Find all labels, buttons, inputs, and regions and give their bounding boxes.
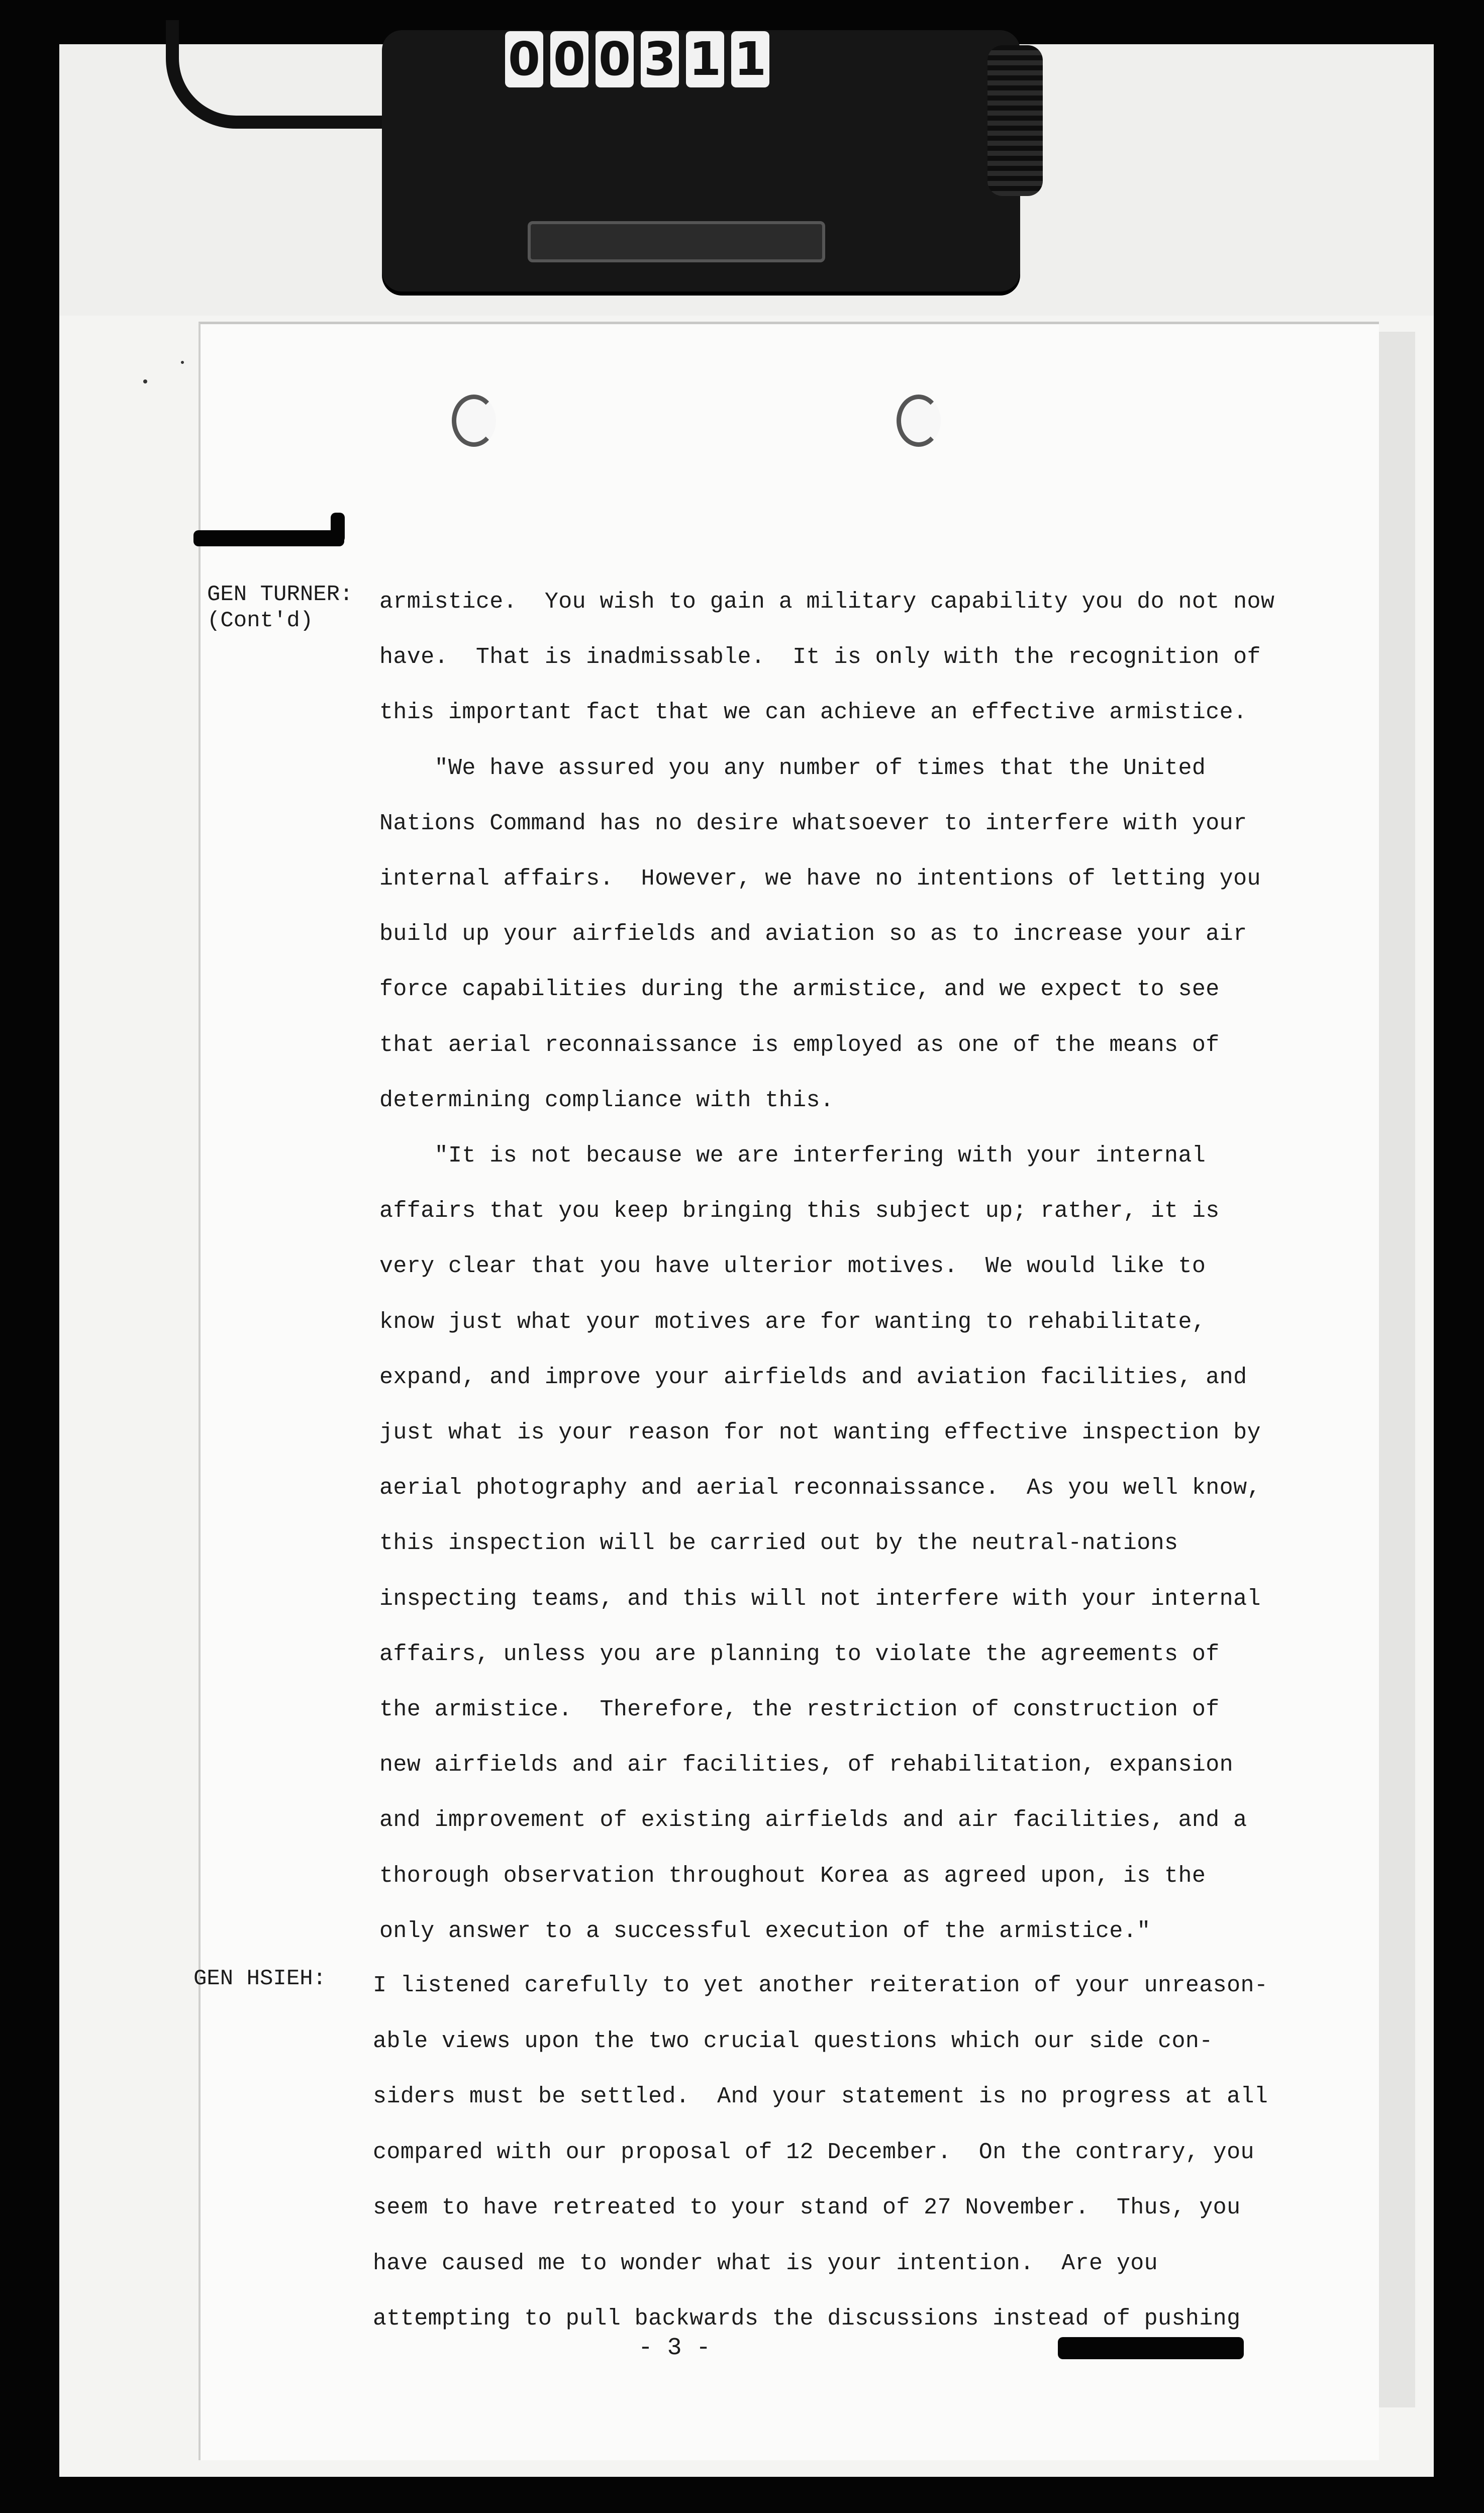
text-line: only answer to a successful execution of the armistice." bbox=[379, 1918, 1151, 1944]
counter-digit: 3 bbox=[641, 31, 679, 87]
punch-hole bbox=[897, 395, 941, 447]
text-line: attempting to pull backwards the discussions instead of pushing bbox=[373, 2306, 1241, 2332]
text-line: compared with our proposal of 12 December. On the contrary, you bbox=[373, 2139, 1254, 2165]
text-line: able views upon the two crucial questions which our side con- bbox=[373, 2028, 1213, 2054]
counter-digit: 1 bbox=[686, 31, 724, 87]
text-line: internal affairs. However, we have no intentions of letting you bbox=[379, 866, 1261, 892]
text-line: "It is not because we are interfering with your internal bbox=[379, 1143, 1206, 1169]
redaction-mark-top bbox=[193, 530, 344, 546]
film-speck bbox=[181, 361, 184, 364]
text-line: this important fact that we can achieve an effective armistice. bbox=[379, 700, 1247, 726]
text-line: thorough observation throughout Korea as agreed upon, is the bbox=[379, 1863, 1206, 1889]
text-line: the armistice. Therefore, the restriction of construction of bbox=[379, 1697, 1220, 1722]
text-line: and improvement of existing airfields and air facilities, and a bbox=[379, 1807, 1247, 1833]
text-line: have. That is inadmissable. It is only with the recognition of bbox=[379, 644, 1261, 670]
counter-digit: 1 bbox=[731, 31, 769, 87]
text-line: siders must be settled. And your statement is no progress at all bbox=[373, 2084, 1268, 2109]
speaker-label-turner: GEN TURNER: bbox=[207, 582, 353, 607]
text-line: have caused me to wonder what is your intention. Are you bbox=[373, 2250, 1158, 2276]
counter-digit: 0 bbox=[550, 31, 588, 87]
counter-knob bbox=[987, 45, 1043, 196]
film-speck bbox=[143, 379, 147, 383]
text-line: expand, and improve your airfields and aviation facilities, and bbox=[379, 1364, 1247, 1390]
speaker-label-hsieh: GEN HSIEH: bbox=[193, 1966, 327, 1991]
text-line: new airfields and air facilities, of rehabilitation, expansion bbox=[379, 1752, 1234, 1778]
text-line: know just what your motives are for wanting to rehabilitate, bbox=[379, 1309, 1206, 1335]
text-line: affairs, unless you are planning to violate the agreements of bbox=[379, 1641, 1220, 1667]
text-line: build up your airfields and aviation so as to increase your air bbox=[379, 921, 1247, 947]
page-number: - 3 - bbox=[638, 2335, 711, 2362]
punch-hole bbox=[452, 395, 496, 447]
text-line: just what is your reason for not wanting effective inspection by bbox=[379, 1420, 1261, 1445]
text-line: affairs that you keep bringing this subject up; rather, it is bbox=[379, 1198, 1220, 1224]
text-line: aerial photography and aerial reconnaissance. As you well know, bbox=[379, 1475, 1261, 1501]
speaker-continued: (Cont'd) bbox=[207, 608, 314, 633]
text-line: "We have assured you any number of times that the United bbox=[379, 755, 1206, 781]
frame-counter-digits bbox=[505, 31, 769, 87]
redaction-mark-top-tick bbox=[331, 513, 345, 543]
text-line: armistice. You wish to gain a military capability you do not now bbox=[379, 589, 1275, 615]
counter-slot bbox=[528, 221, 825, 262]
text-line: Nations Command has no desire whatsoever to interfere with your bbox=[379, 810, 1247, 836]
text-line: I listened carefully to yet another reiteration of your unreason- bbox=[373, 1973, 1268, 1998]
text-line: that aerial reconnaissance is employed as one of the means of bbox=[379, 1032, 1220, 1058]
text-line: seem to have retreated to your stand of 27 November. Thus, you bbox=[373, 2195, 1241, 2220]
counter-digit: 0 bbox=[596, 31, 634, 87]
text-line: this inspection will be carried out by the neutral-nations bbox=[379, 1530, 1178, 1557]
text-line: very clear that you have ulterior motives. We would like to bbox=[379, 1253, 1206, 1280]
redaction-mark-bottom bbox=[1058, 2337, 1244, 2359]
counter-digit: 0 bbox=[505, 31, 543, 87]
text-line: determining compliance with this. bbox=[379, 1087, 834, 1113]
text-line: inspecting teams, and this will not interfere with your internal bbox=[379, 1586, 1261, 1612]
text-line: force capabilities during the armistice, and we expect to see bbox=[379, 977, 1220, 1003]
